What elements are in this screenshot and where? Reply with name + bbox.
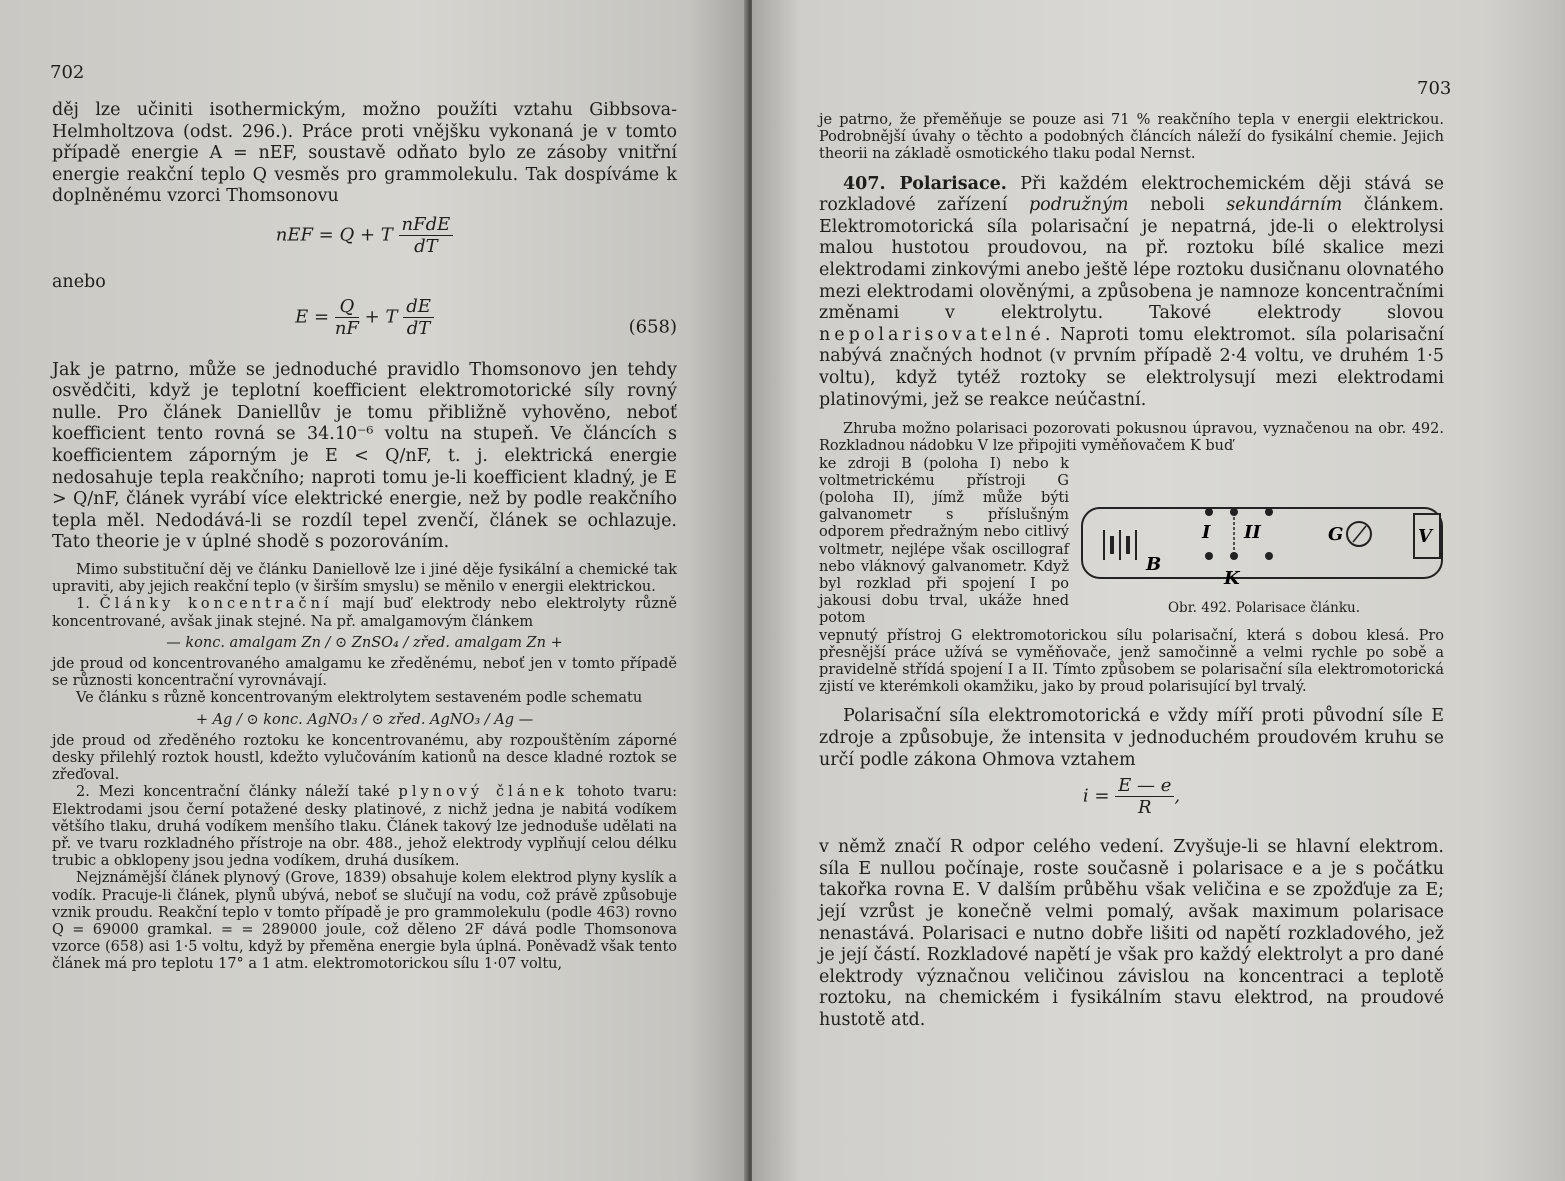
cell-scheme: + Ag / ⊙ konc. AgNO₃ / ⊙ zřed. AgNO₃ / Ag — <box>195 711 534 728</box>
spaced-term: Články koncentrační <box>99 596 333 613</box>
text: neboli <box>1150 195 1205 216</box>
switch-contact <box>1205 508 1213 516</box>
label-V: V <box>1418 526 1432 547</box>
small-paragraph: Ve článku s různě koncentrovaným elektrolytem sestaveném podle schematu <box>76 690 643 707</box>
figure-492 <box>1074 500 1454 616</box>
text: 2. Mezi koncentrační články náleží také <box>76 784 390 801</box>
paragraph: v němž značí R odpor celého vedení. Zvyšuje-li se hlavní elektrom. síla E nullou počínaje, roste současně i polarisace e a je s počátku takořka rovna E. V dalším průběhu však veličina e se zpožďuje za E; její vzrůst je konečně velmi pomalý, avšak maximum polarisace nenastává. Polarisaci e nutno dobře lišiti od napětí rozkladového, jež je její částí. Rozkladové napětí je však pro každý elektrolyt a pro dané elektrody význačnou veličinou závislou na koncentraci a teplotě roztoku, na chemickém i fysikálním stavu elektrod, na proudové hustotě atd. <box>819 837 1444 1030</box>
small-paragraph: jde proud od koncentrovaného amalgamu ke zředěnému, neboť jen v tomto případě se různosti koncentrační vyrovnávají. <box>52 655 677 690</box>
text: tohoto tvaru: Elektrodami jsou černí potažené desky platinové, z nichž jedna je nabitá vodíkem většího tlaku, druhá vodíkem menšího tlaku. Článek takový lze jednoduše udělati na př. ve tvaru rozkladného přístroje na obr. 488., jehož elektrody vyplňují celou délku trubic a obklopeny jsou jedna vodíkem, druhá dusíkem. <box>52 784 678 870</box>
small-paragraph-wrapped: ke zdroji B (poloha I) nebo k voltmetrickému přístroji G (poloha II), jímž může býti galvanometr s příslušným odporem předražným nebo citlivý voltmetr, nejlépe však oscillograf nebo vláknový galvanometr. Když byl rozklad při spojení I po jakousi dobu trval, ukáže hned potom <box>819 455 1069 627</box>
formula-thomson <box>52 214 677 272</box>
formula-658 <box>52 296 677 358</box>
fraction-denominator: dT <box>414 235 438 257</box>
cell-scheme: — konc. amalgam Zn / ⊙ ZnSO₄ / zřed. amalgam Zn + <box>166 634 563 651</box>
section-heading: 407. Polarisace. <box>843 173 1007 194</box>
fraction <box>403 296 434 339</box>
fraction-numerator: dE <box>403 296 434 318</box>
page-number-left: 702 <box>50 62 85 83</box>
spaced-term: nepolarisovatelné <box>819 324 1045 345</box>
connector-text: anebo <box>52 271 106 292</box>
fraction <box>399 214 454 257</box>
label-G: G <box>1328 524 1344 545</box>
small-paragraph: Nejznámější článek plynový (Grove, 1839) obsahuje kolem elektrod plyny kyslík a vodík. Pracuje-li článek, plynů ubývá, neboť se slučují na vodu, což právě způsobuje vznik proudu. Reakční teplo v tomto případě je pro grammolekulu (podle 463) rovno Q = 69000 gramkal. = = 289000 joule, což děleno 2F dává podle Thomsonova vzorce (658) asi 1·5 voltu, když by přeměna energie byla úplná. Poněvadž však tento článek má pro teplotu 17° a 1 atm. elektromotorickou sílu 1·07 voltu, <box>52 870 677 973</box>
fraction-numerator: E — e <box>1115 775 1174 797</box>
formula-ohm <box>819 775 1444 837</box>
label-K: K <box>1224 568 1240 589</box>
label-II: II <box>1244 522 1261 543</box>
switch-contact <box>1265 508 1273 516</box>
left-column <box>52 100 677 974</box>
fraction-denominator: nF <box>334 317 359 339</box>
fraction-numerator: nFdE <box>399 214 454 236</box>
right-column <box>819 112 1444 1032</box>
text: Při každém elektrochemickém ději stává se rozkladové zařízení <box>819 173 1444 216</box>
right-page <box>752 0 1565 1181</box>
fraction <box>1115 775 1174 818</box>
formula-lhs: i = <box>1082 785 1110 807</box>
polarisation-circuit-diagram <box>1074 500 1454 592</box>
text: článkem. Elektromotorická síla polarisační je nepatrná, jde-li o elektrolysi malou hustotou proudovou, na př. roztoku bílé skalice mezi elektrodami zinkovými anebo ještě lépe roztoku dusičnanu olovnatého mezi elektrodami olověnými, a způsobena je namnoze koncentračními změnami v elektrolytu. Takové elektrody slovou <box>819 195 1444 324</box>
emphasis: sekundárním <box>1226 195 1343 216</box>
fraction <box>335 296 359 339</box>
switch-contact <box>1265 552 1273 560</box>
paragraph: Jak je patrno, může se jednoduché pravidlo Thomsonovo jen tehdy osvědčiti, když je teplotní koefficient elektromotorické síly rovný nulle. Pro článek Daniellův je tomu přibližně vyhověno, neboť koefficient tento rovná se 34.10⁻⁶ voltu na stupeň. Ve článcích s koefficientem záporným je E < Q/nF, t. j. elektrická energie nedosahuje tepla reakčního; naproti tomu je-li koefficient kladný, je E > Q/nF, článek vyrábí více elektrické energie, než by podle reakčního tepla měl. Nedodává-li se rozdíl tepel zvenčí, článek se ochlazuje. Tato theorie je v úplné shodě s pozorováním. <box>52 359 677 553</box>
emphasis: podružným <box>1028 195 1129 216</box>
small-paragraph: je patrno, že přeměňuje se pouze asi 71 % reakčního tepla v energii elektrickou. Podrobnější úvahy o těchto a podobných článcích náleží do fysikální chemie. Jejich theorii na základě osmotického tlaku podal Nernst. <box>819 112 1444 163</box>
text: . Naproti tomu elektromot. síla polarisační nabývá značných hodnot (v prvním případě 2·4 voltu, ve druhém 1·5 voltu), když tytéž roztoky se elektrolysují mezi elektrodami platinovými, jež se reakce neúčastní. <box>819 324 1444 410</box>
figure-caption: Obr. 492. Polarisace článku. <box>1167 600 1361 616</box>
page-number-right: 703 <box>1417 78 1452 99</box>
switch-contact <box>1205 552 1213 560</box>
small-paragraph <box>52 596 677 630</box>
small-paragraph: Mimo substituční děj ve článku Daniellově lze i jiné děje fysikální a chemické tak upraviti, aby jejich reakční teplo (v širším smyslu) se měnilo v energii elektrickou. <box>52 561 677 596</box>
small-paragraph: Zhruba možno polarisaci pozorovati pokusnou úpravou, vyznačenou na obr. 492. Rozkladnou nádobku V lze připojiti vyměňovačem K buď <box>819 421 1444 455</box>
paragraph: Polarisační síla elektromotorická e vždy míří proti původní síle E zdroje a způsobuje, že intensita v jednoduchém proudovém kruhu se určí podle zákona Ohmova vztahem <box>819 706 1444 770</box>
spaced-term: plynový článek <box>398 784 569 801</box>
formula-end: , <box>1174 785 1181 807</box>
formula-lhs: E = <box>295 306 330 328</box>
equation-number: (658) <box>628 316 677 338</box>
paragraph: děj lze učiniti isothermickým, možno použíti vztahu Gibbsova-Helmholtzova (odst. 296.). Práce proti vnějšku vykonaná je v tomto případě energie A = nEF, soustavě odňato bylo ze zásoby vnitřní energie reakční teplo Q vesměs pro grammolekulu. Tak dospíváme k doplněnému vzorci Thomsonovu <box>52 100 677 207</box>
fraction-denominator: R <box>1138 797 1152 819</box>
left-page <box>0 0 748 1181</box>
small-paragraph: vepnutý přístroj G elektromotorickou sílu polarisační, která s dobou klesá. Pro přesnější práce užívá se vyměňovače, jenž samočinně a velmi rychle po sobě a pravidelně střídá spojení I a II. Tímto způsobem se polarisační síla elektromotorická zjistí ve kterémkoli okamžiku, jako by proud polarisující byl trvalý. <box>819 627 1444 696</box>
label-I: I <box>1202 522 1211 543</box>
label-B: B <box>1146 554 1162 575</box>
formula-term: + T <box>364 306 398 328</box>
formula-lhs: nEF = Q + T <box>275 224 393 246</box>
fraction-denominator: dT <box>406 317 431 339</box>
text: mají buď elektrody nebo elektrolyty různě koncentrované, avšak jinak stejné. Na př. amalgamovým článkem <box>52 596 678 630</box>
small-paragraph: jde proud od zředěného roztoku ke koncentrovanému, aby rozpouštěním záporné desky přilehlý roztok houstl, kdežto vylučováním kationů na desce kladné roztok se zřeďoval. <box>52 732 677 784</box>
list-number: 1. <box>76 596 90 613</box>
small-paragraph <box>52 784 677 870</box>
section-paragraph <box>819 174 1444 412</box>
fraction-numerator: Q <box>335 296 359 318</box>
